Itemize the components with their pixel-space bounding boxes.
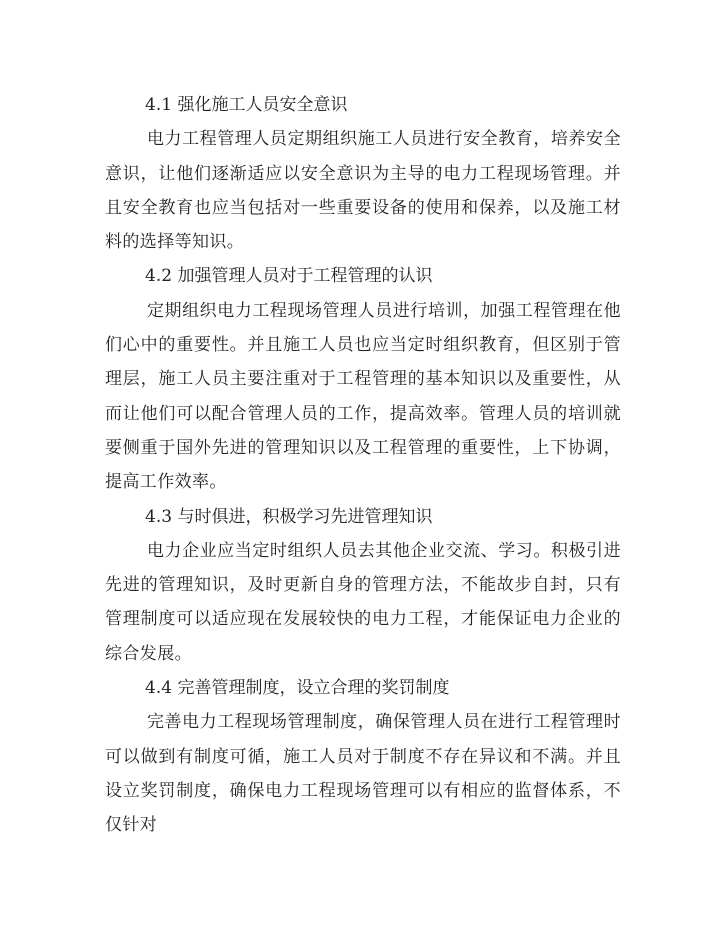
section-heading: 4.4 完善管理制度，设立合理的奖罚制度 — [145, 678, 450, 699]
section-paragraph: 电力工程管理人员定期组织施工人员进行安全教育，培养安全意识，让他们逐渐适应以安全意识为主导的电力工程现场管理。并且安全教育也应当包括对一些重要设备的使用和保养，以及施工材料的选择等知识。 — [105, 129, 621, 253]
section-heading: 4.3 与时俱进，积极学习先进管理知识 — [145, 506, 433, 527]
section-4-1 — [105, 88, 621, 259]
document-body — [105, 88, 621, 843]
section-heading: 4.1 强化施工人员安全意识 — [145, 95, 348, 115]
section-4-3 — [105, 500, 621, 671]
section-4-4 — [105, 671, 621, 842]
section-paragraph: 定期组织电力工程现场管理人员进行培训，加强工程管理在他们心中的重要性。并且施工人员也应当定时组织教育，但区别于管理层，施工人员主要注重对于工程管理的基本知识以及重要性，从而让他们可以配合管理人员的工作，提高效率。管理人员的培训就要侧重于国外先进的管理知识以及工程管理的重要性，上下协调，提高工作效率。 — [105, 300, 621, 493]
section-paragraph: 电力企业应当定时组织人员去其他企业交流、学习。积极引进先进的管理知识，及时更新自身的管理方法，不能故步自封，只有管理制度可以适应现在发展较快的电力工程，才能保证电力企业的综合发展。 — [105, 540, 621, 664]
section-4-2 — [105, 259, 621, 499]
section-heading: 4.2 加强管理人员对于工程管理的认识 — [145, 266, 433, 287]
section-paragraph: 完善电力工程现场管理制度，确保管理人员在进行工程管理时可以做到有制度可循，施工人员对于制度不存在异议和不满。并且设立奖罚制度，确保电力工程现场管理可以有相应的监督体系，不仅针对 — [105, 712, 621, 836]
